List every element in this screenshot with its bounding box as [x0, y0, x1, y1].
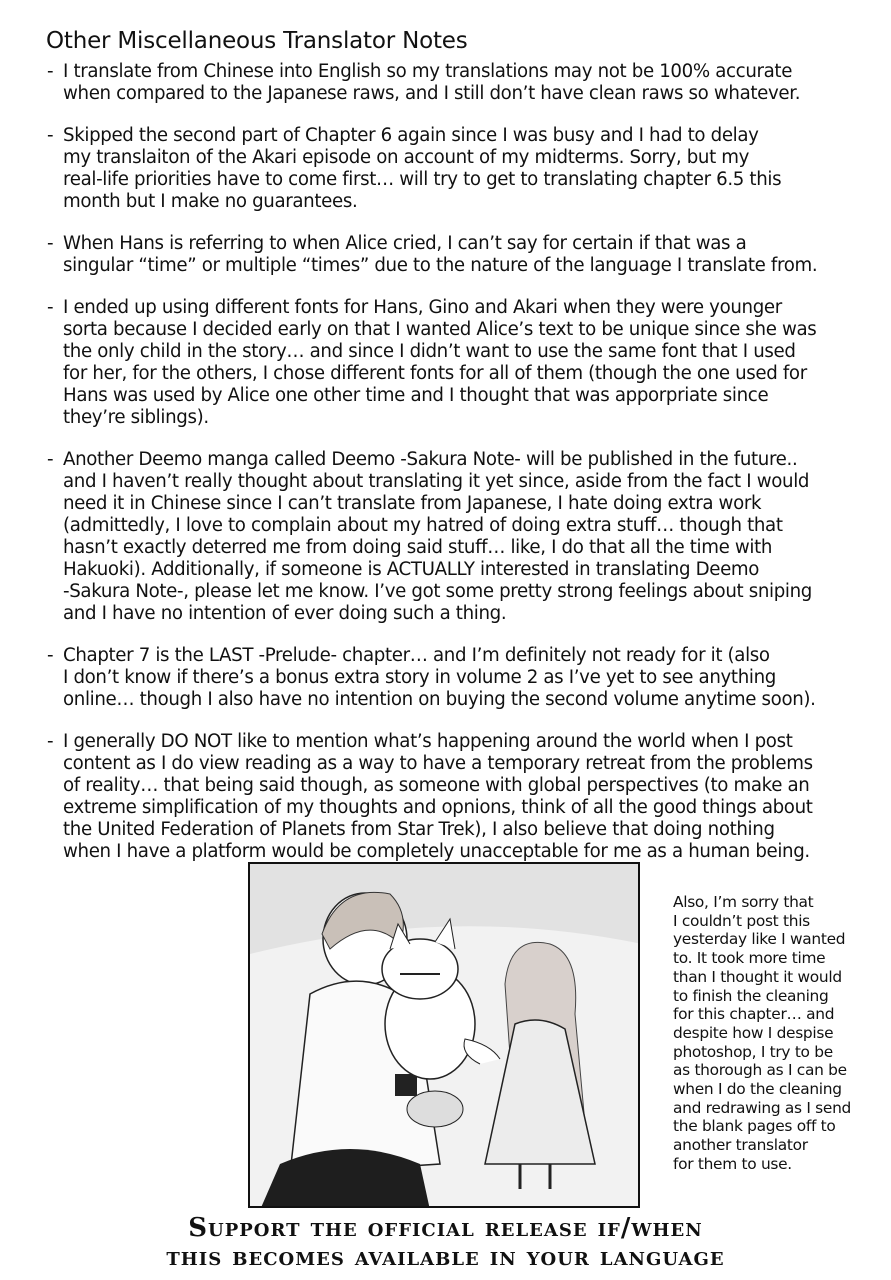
note-line [47, 559, 877, 581]
bullet-dash: - [47, 645, 54, 666]
side-note-line: for them to use. [673, 1154, 792, 1173]
note-text: I generally DO NOT like to mention what’s happening around the world when I post [63, 731, 793, 752]
note-line [47, 169, 877, 191]
note-line [47, 841, 877, 863]
side-note-line: the blank pages off to [673, 1117, 836, 1136]
side-note-line: another translator [673, 1136, 808, 1155]
note-line [47, 147, 877, 169]
note-line [47, 125, 877, 147]
note-item [47, 125, 877, 213]
note-item [47, 449, 877, 625]
note-line [47, 449, 877, 471]
bullet-dash: - [47, 61, 54, 82]
note-text: when I have a platform would be completely unacceptable for me as a human being. [63, 841, 810, 862]
note-line [47, 537, 877, 559]
note-text: when compared to the Japanese raws, and I still don’t have clean raws so whatever. [63, 83, 801, 104]
note-text: Chapter 7 is the LAST -Prelude- chapter… and I’m definitely not ready for it (also [63, 645, 770, 666]
note-line [47, 775, 877, 797]
side-note-line: Also, I’m sorry that [673, 893, 814, 911]
note-item [47, 645, 877, 711]
side-note-line: as thorough as I can be [673, 1061, 847, 1080]
note-text: sorta because I decided early on that I wanted Alice’s text to be unique since she was [63, 319, 817, 340]
note-text: my translaiton of the Akari episode on account of my midterms. Sorry, but my [63, 147, 750, 168]
note-text: -Sakura Note-, please let me know. I’ve got some pretty strong feelings about sniping [63, 581, 812, 602]
side-note-line: I couldn’t post this [673, 911, 810, 930]
bullet-dash: - [47, 297, 54, 318]
note-line [47, 689, 877, 711]
note-line [47, 819, 877, 841]
note-text: and I have no intention of ever doing such a thing. [63, 603, 507, 624]
note-text: they’re siblings). [63, 407, 209, 428]
note-line [47, 83, 877, 105]
note-line [47, 667, 877, 689]
note-line [47, 515, 877, 537]
side-note-line: for this chapter… and [673, 1005, 835, 1024]
note-line [47, 363, 877, 385]
support-banner-line: Support the official release if/when [188, 1213, 703, 1243]
note-text: online… though I also have no intention on buying the second volume anytime soon). [63, 689, 816, 710]
note-text: Hakuoki). Additionally, if someone is ACTUALLY interested in translating Deemo [63, 559, 760, 580]
side-note-line: and redrawing as I send [673, 1098, 851, 1117]
side-note-line: yesterday like I wanted [673, 930, 846, 949]
note-text: the only child in the story… and since I didn’t want to use the same font that I used [63, 341, 796, 362]
side-note-line: despite how I despise [673, 1023, 834, 1042]
note-text: I ended up using different fonts for Hans, Gino and Akari when they were younger [63, 297, 782, 318]
note-line [47, 191, 877, 213]
side-note-line: when I do the cleaning [673, 1080, 842, 1099]
note-item [47, 61, 877, 105]
note-line [47, 233, 877, 255]
side-note-line: to. It took more time [673, 949, 826, 968]
bullet-dash: - [47, 233, 54, 254]
note-line [47, 407, 877, 429]
note-text: and I haven’t really thought about translating it yet since, aside from the fact I would [63, 471, 810, 492]
side-note-line: than I thought it would [673, 967, 842, 986]
note-item [47, 233, 877, 277]
note-line [47, 297, 877, 319]
side-note-line: photoshop, I try to be [673, 1042, 833, 1061]
note-text: need it in Chinese since I can’t translate from Japanese, I hate doing extra work [63, 493, 762, 514]
notes-list [47, 61, 877, 883]
note-text: of reality… that being said though, as someone with global perspectives (to make an [63, 775, 810, 796]
bullet-dash: - [47, 731, 54, 752]
note-line [47, 753, 877, 775]
note-line [47, 341, 877, 363]
note-text: real-life priorities have to come first… will try to get to translating chapter 6.5 this [63, 169, 782, 190]
note-text: I translate from Chinese into English so my translations may not be 100% accurate [63, 61, 793, 82]
note-text: I don’t know if there’s a bonus extra story in volume 2 as I’ve yet to see anything [63, 667, 776, 688]
note-line [47, 255, 877, 277]
note-text: hasn’t exactly deterred me from doing said stuff… like, I do that all the time with [63, 537, 773, 558]
note-text: for her, for the others, I chose different fonts for all of them (though the one used for [63, 363, 807, 384]
note-text: (admittedly, I love to complain about my hatred of doing extra stuff… though that [63, 515, 783, 536]
note-line [47, 603, 877, 625]
note-text: When Hans is referring to when Alice cried, I can’t say for certain if that was a [63, 233, 747, 254]
note-line [47, 61, 877, 83]
note-text: Hans was used by Alice one other time and I thought that was apporpriate since [63, 385, 769, 406]
note-line [47, 493, 877, 515]
note-line [47, 471, 877, 493]
note-line [47, 581, 877, 603]
side-note [673, 893, 851, 1174]
page-title: Other Miscellaneous Translator Notes [46, 28, 468, 54]
manga-illustration [248, 862, 640, 1208]
note-line [47, 797, 877, 819]
note-text: Another Deemo manga called Deemo -Sakura Note- will be published in the future.. [63, 449, 798, 470]
note-line [47, 731, 877, 753]
note-text: month but I make no guarantees. [63, 191, 358, 212]
note-text: Skipped the second part of Chapter 6 again since I was busy and I had to delay [63, 125, 759, 146]
bullet-dash: - [47, 449, 54, 470]
note-item [47, 731, 877, 863]
note-line [47, 645, 877, 667]
bullet-dash: - [47, 125, 54, 146]
note-line [47, 385, 877, 407]
note-text: content as I do view reading as a way to have a temporary retreat from the problems [63, 753, 813, 774]
support-banner-line: this becomes available in your language [166, 1242, 725, 1272]
note-item [47, 297, 877, 429]
note-text: extreme simplification of my thoughts and opnions, think of all the good things about [63, 797, 813, 818]
note-text: singular “time” or multiple “times” due to the nature of the language I translate from. [63, 255, 818, 276]
support-banner [0, 1214, 891, 1272]
note-line [47, 319, 877, 341]
side-note-line: to finish the cleaning [673, 986, 829, 1005]
note-text: the United Federation of Planets from Star Trek), I also believe that doing nothing [63, 819, 775, 840]
